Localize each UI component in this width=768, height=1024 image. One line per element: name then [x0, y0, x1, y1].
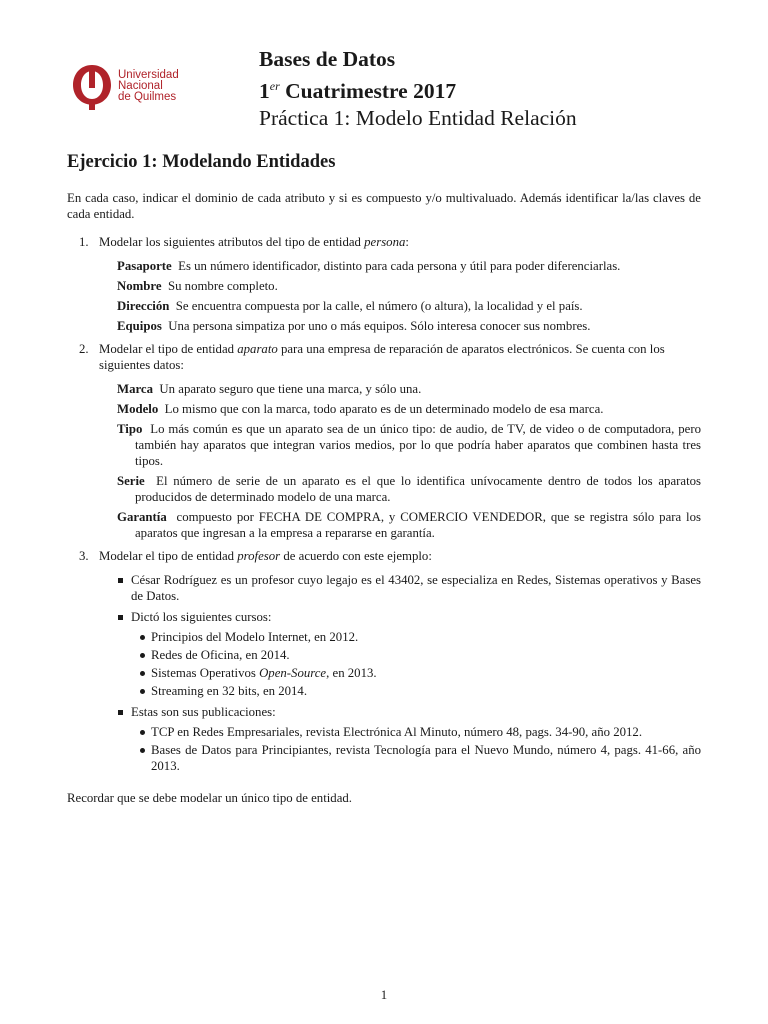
attribute-text: El número de serie de un aparato es el que lo identifica unívocamente dentro de todos los aparatos producidos de determinado modelo de una marca.: [135, 474, 701, 504]
attribute-text: Se encuentra compuesta por la calle, el número (o altura), la localidad y el país.: [175, 299, 583, 313]
attribute-text: Lo mismo que con la marca, todo aparato es de un determinado modelo de esa marca.: [164, 402, 604, 416]
item-number: 1.: [79, 235, 89, 249]
university-name: [118, 70, 179, 103]
course-item: Streaming en 32 bits, en 2014.: [139, 683, 701, 699]
course-title: Bases de Datos: [259, 47, 396, 71]
publication-item: TCP en Redes Empresariales, revista Electrónica Al Minuto, número 48, pags. 34-90, año 2012.: [139, 724, 701, 740]
attribute-nombre: [117, 278, 701, 294]
exercise-item-3: [67, 548, 701, 774]
attribute-text: Lo más común es que un aparato sea de un único tipo: de audio, de TV, de video o de computadora, pero también hay aparatos que integran varios medios, por lo que podría haber aparatos que combinen hasta tres tipos.: [135, 422, 701, 468]
bullet-profesor-description: [117, 572, 701, 604]
course-list: [131, 629, 701, 699]
item-text-end: :: [405, 235, 409, 249]
item-text-end: para una empresa de reparación de aparatos electrónicos. Se cuenta con los siguientes datos:: [99, 342, 665, 372]
term-line: [259, 73, 577, 105]
item-description: [99, 548, 701, 564]
item-emphasis: aparato: [237, 342, 278, 356]
attribute-term: Modelo: [117, 402, 159, 416]
bullet-text: César Rodríguez es un profesor cuyo legajo es el 43402, se especializa en Redes, Sistemas operativos y Bases de Datos.: [131, 573, 701, 603]
practice-title: Práctica 1: Modelo Entidad Relación: [259, 106, 577, 130]
attribute-text: Un aparato seguro que tiene una marca, y sólo una.: [159, 382, 422, 396]
closing-note: Recordar que se debe modelar un único tipo de entidad.: [67, 791, 352, 805]
exercise-intro: En cada caso, indicar el dominio de cada atributo y si es compuesto y/o multivaluado. Además identificar la/las claves de cada entidad.: [67, 191, 701, 221]
exercise-item-1: [67, 234, 701, 334]
attribute-term: Marca: [117, 382, 154, 396]
attribute-direccion: [117, 298, 701, 314]
attribute-tipo: [117, 421, 701, 469]
university-name-line-1: Universidad: [118, 69, 179, 81]
term-rest: Cuatrimestre 2017: [285, 79, 457, 103]
attribute-modelo: [117, 401, 701, 417]
attribute-term: Tipo: [117, 422, 143, 436]
attribute-list: [117, 381, 701, 541]
item-number: 2.: [79, 342, 89, 356]
term-number: 1: [259, 79, 270, 103]
attribute-term: Equipos: [117, 319, 162, 333]
bullet-publications: [117, 704, 701, 774]
attribute-term: Serie: [117, 474, 145, 488]
item-number: 3.: [79, 549, 89, 563]
course-item: [139, 665, 701, 681]
item-text-end: de acuerdo con este ejemplo:: [280, 549, 432, 563]
exercise-items: [67, 234, 701, 774]
item-emphasis: profesor: [237, 549, 281, 563]
attribute-text: Es un número identificador, distinto para cada persona y útil para poder diferenciarlas.: [178, 259, 621, 273]
exercise-heading: Ejercicio 1: Modelando Entidades: [67, 152, 336, 172]
attribute-pasaporte: [117, 258, 701, 274]
university-name-line-2: Nacional: [118, 80, 163, 92]
university-name-line-3: de Quilmes: [118, 91, 177, 103]
exercise-item-2: [67, 341, 701, 541]
publication-list: [131, 724, 701, 774]
page-number: 1: [380, 988, 388, 1002]
attribute-list: [117, 258, 701, 334]
attribute-term: Pasaporte: [117, 259, 172, 273]
bullet-text: Estas son sus publicaciones:: [131, 705, 276, 719]
attribute-term: Dirección: [117, 299, 170, 313]
profesor-bullet-list: [99, 572, 701, 774]
attribute-serie: [117, 473, 701, 505]
item-text: Modelar el tipo de entidad: [99, 549, 238, 563]
item-text: Modelar los siguientes atributos del tipo de entidad: [99, 235, 365, 249]
item-text: Modelar el tipo de entidad: [99, 342, 238, 356]
item-description: [99, 234, 701, 250]
course-emphasis: Open-Source: [259, 666, 327, 680]
attribute-term: Garantía: [117, 510, 167, 524]
attribute-equipos: [117, 318, 701, 334]
item-description: [99, 341, 701, 373]
publication-item: Bases de Datos para Principiantes, revista Tecnología para el Nuevo Mundo, número 4, pags. 41-66, año 2013.: [139, 742, 701, 774]
attribute-text: Una persona simpatiza por uno o más equipos. Sólo interesa conocer sus nombres.: [168, 319, 591, 333]
item-emphasis: persona: [364, 235, 406, 249]
attribute-marca: [117, 381, 701, 397]
exercise-body: [67, 190, 701, 806]
bullet-text: Dictó los siguientes cursos:: [131, 610, 272, 624]
bullet-courses: [117, 609, 701, 699]
course-item: Redes de Oficina, en 2014.: [139, 647, 701, 663]
course-item: Principios del Modelo Internet, en 2012.: [139, 629, 701, 645]
course-text-end: , en 2013.: [326, 666, 377, 680]
attribute-term: Nombre: [117, 279, 162, 293]
attribute-text: Su nombre completo.: [167, 279, 278, 293]
course-text: Sistemas Operativos: [151, 666, 260, 680]
attribute-text: compuesto por FECHA DE COMPRA, y COMERCIO VENDEDOR, que se registra sólo para los aparatos que ingresan a la empresa a repararse en garantía.: [135, 510, 701, 540]
document-header: [259, 46, 577, 132]
term-superscript: er: [269, 79, 280, 93]
attribute-garantia: [117, 509, 701, 541]
